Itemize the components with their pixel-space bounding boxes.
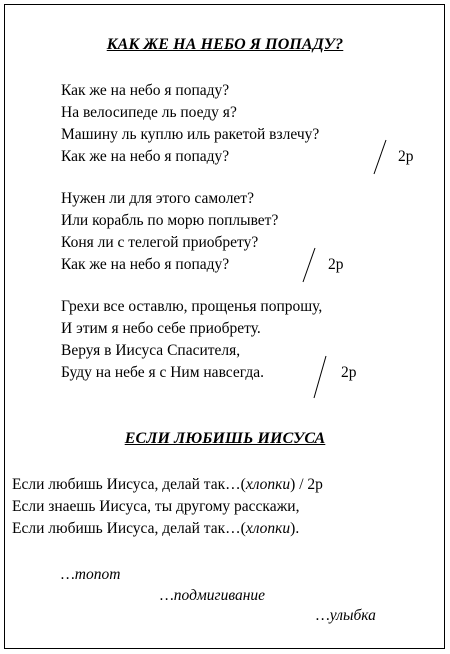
verse-line: Или корабль по морю поплывет? bbox=[61, 212, 279, 229]
verse-line: Машину ль куплю иль ракетой взлечу? bbox=[61, 126, 320, 143]
line-text: Если любишь Иисуса, делай так…( bbox=[12, 520, 246, 537]
repeat-count: 2р bbox=[328, 256, 344, 273]
song2-title: ЕСЛИ ЛЮБИШЬ ИИСУСА bbox=[124, 430, 326, 447]
repeat-slash-mark bbox=[372, 138, 388, 176]
line-text: Если любишь Иисуса, делай так…( bbox=[12, 476, 246, 493]
repeat-count: 2р bbox=[341, 364, 357, 381]
verse-line: Как же на небо я попаду? bbox=[61, 82, 230, 99]
verse-line: Веруя в Иисуса Спасителя, bbox=[61, 342, 241, 359]
action-stomp: …топот bbox=[61, 566, 121, 583]
line-text: ). bbox=[290, 520, 300, 537]
verse-line: Как же на небо я попаду? bbox=[61, 256, 230, 273]
verse-line: Нужен ли для этого самолет? bbox=[61, 190, 254, 207]
line-text: ) / 2р bbox=[290, 476, 323, 493]
action-smile: …улыбка bbox=[316, 607, 376, 624]
verse-line: Коня ли с телегой приобрету? bbox=[61, 234, 259, 251]
repeat-count: 2р bbox=[398, 148, 414, 165]
stage-direction: хлопки bbox=[245, 520, 291, 537]
verse-line: Грехи все оставлю, прощенья попрошу, bbox=[61, 298, 323, 315]
song2-line-1 bbox=[12, 476, 323, 494]
verse-line: Как же на небо я попаду? bbox=[61, 148, 230, 165]
action-wink: …подмигивание bbox=[160, 587, 266, 604]
song2-line-2: Если знаешь Иисуса, ты другому расскажи, bbox=[12, 498, 300, 515]
verse-line: На велосипеде ль поеду я? bbox=[61, 104, 237, 121]
verse-line: Буду на небе я с Ним навсегда. bbox=[61, 364, 264, 381]
verse-line: И этим я небо себе приобрету. bbox=[61, 320, 261, 337]
repeat-slash-mark bbox=[301, 246, 317, 284]
repeat-slash-mark bbox=[312, 354, 328, 400]
stage-direction: хлопки bbox=[245, 476, 291, 493]
song1-title: КАК ЖЕ НА НЕБО Я ПОПАДУ? bbox=[106, 36, 344, 53]
song2-line-3 bbox=[12, 520, 299, 538]
